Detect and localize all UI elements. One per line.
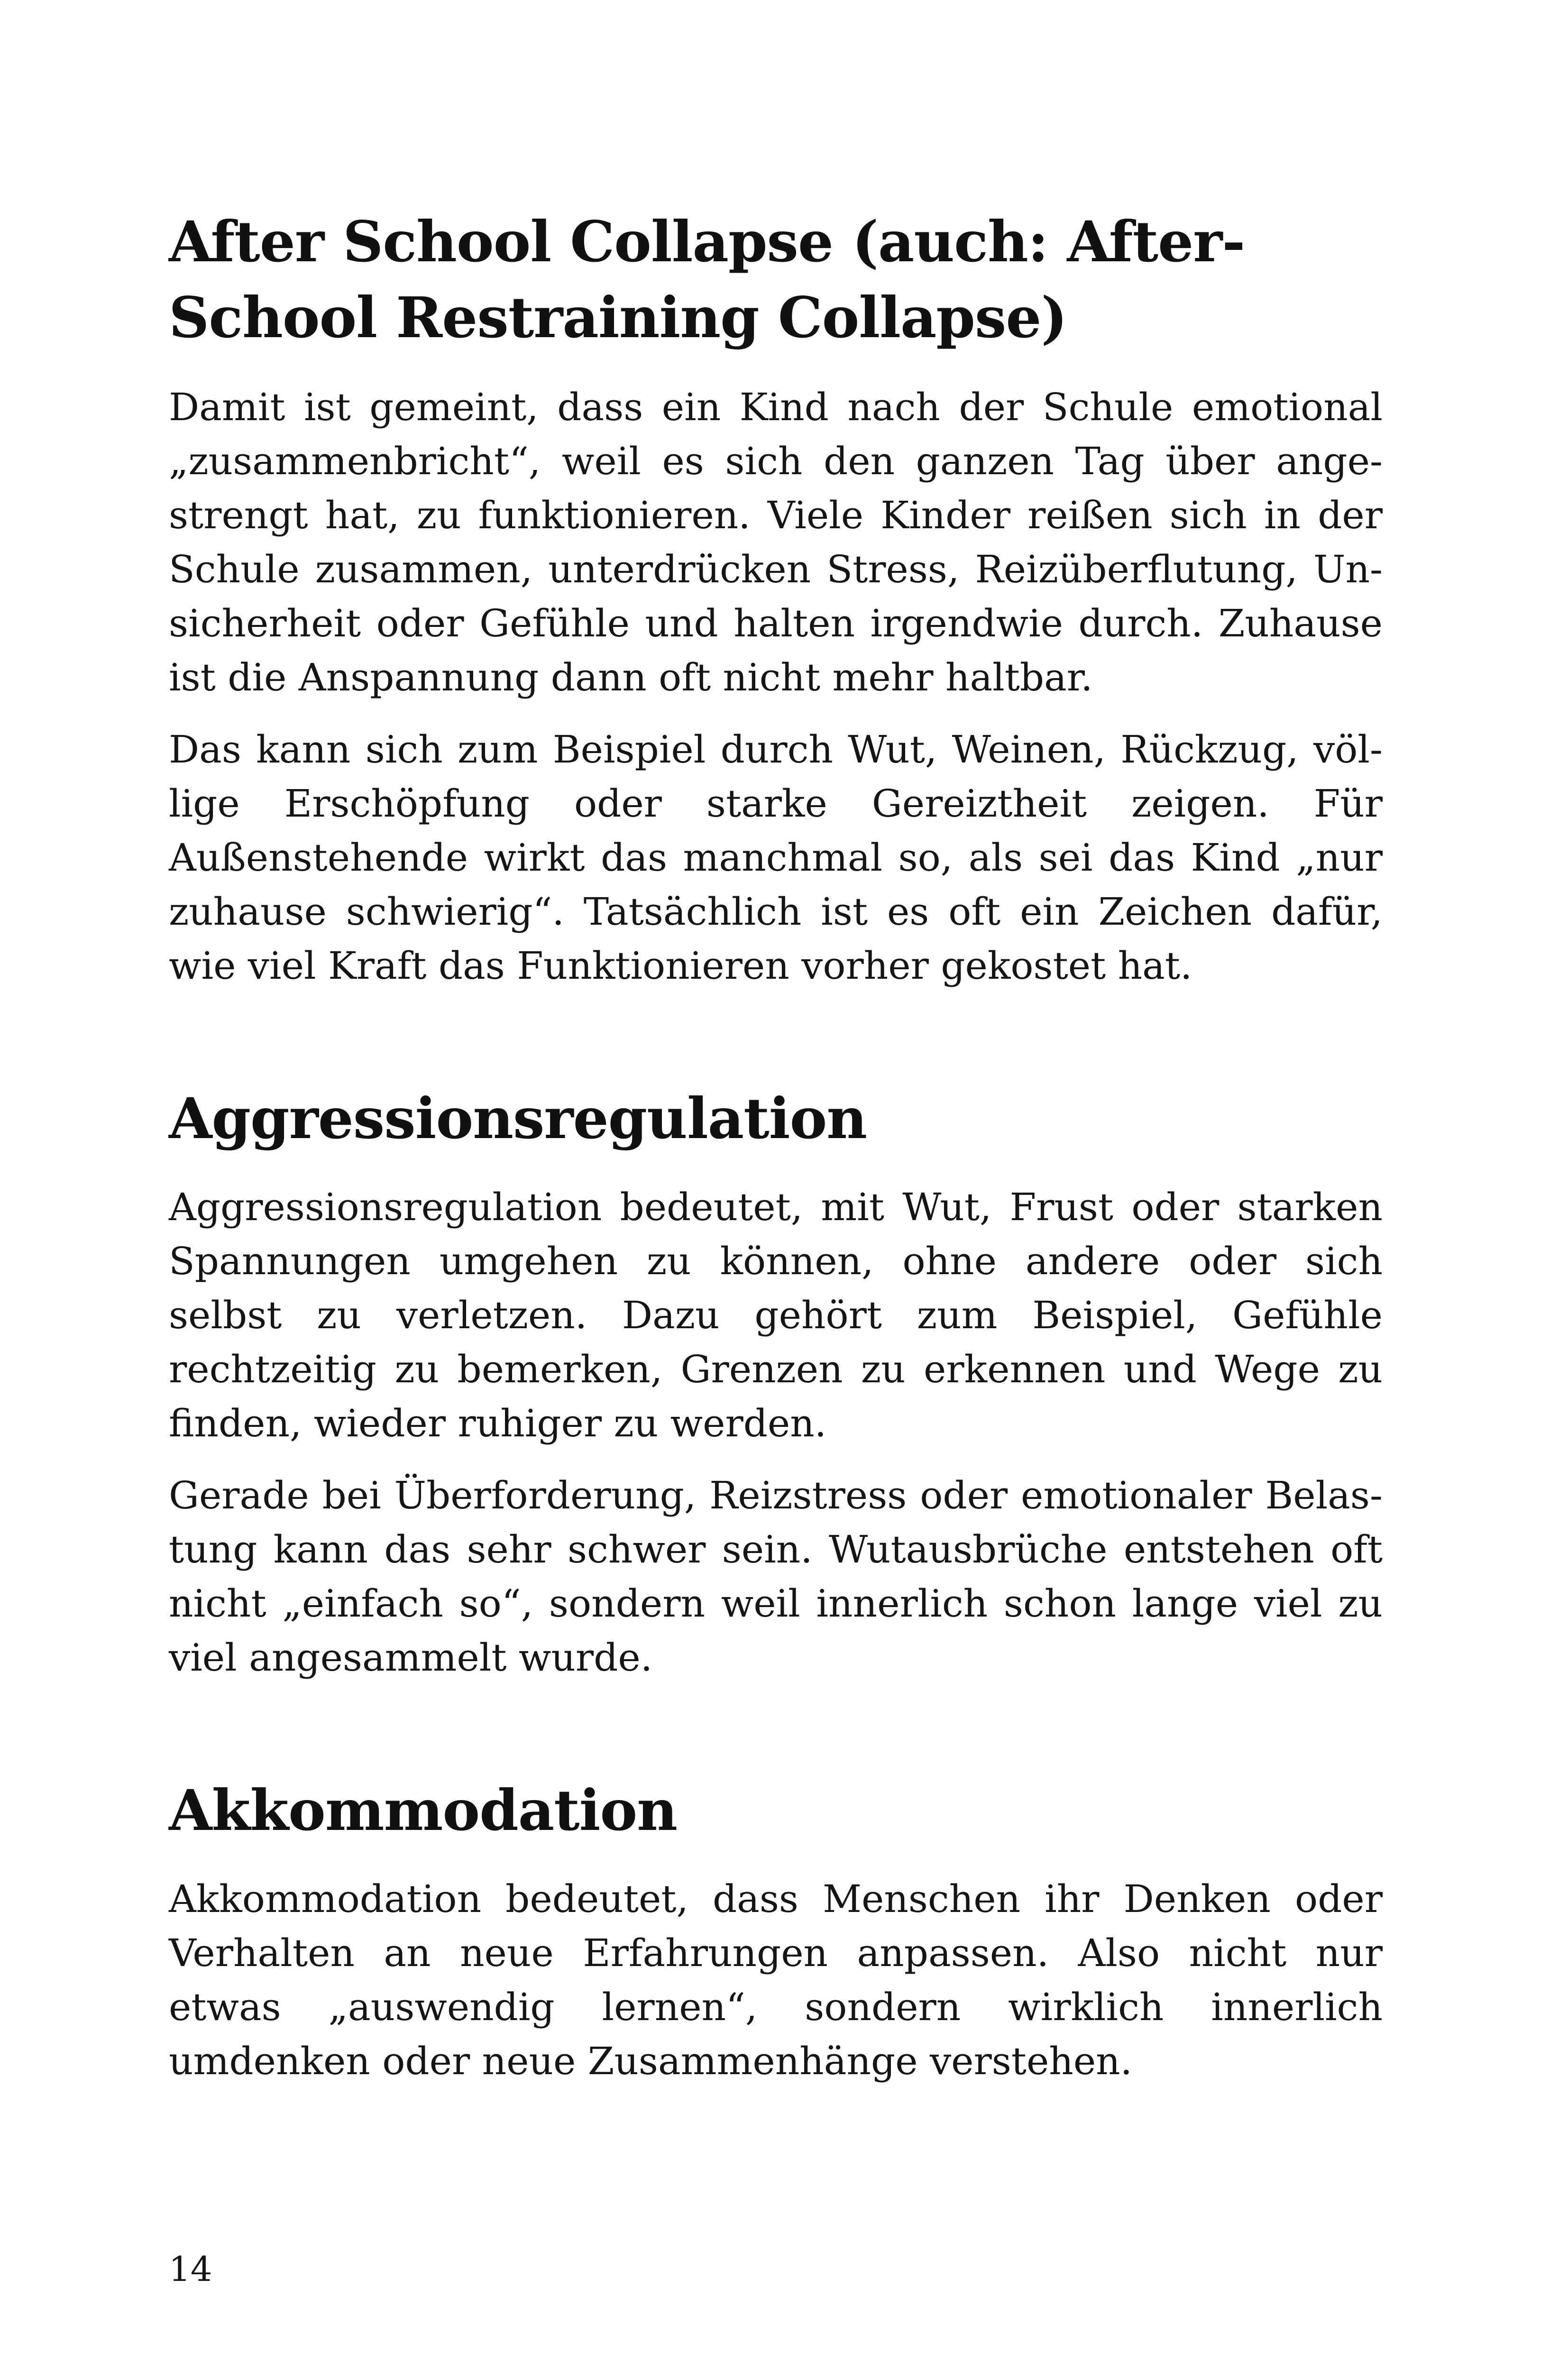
- section-aggressionsregulation: [169, 1081, 1383, 1685]
- section-heading: After School Collapse (auch: After-School Restraining Collapse): [169, 209, 1245, 350]
- section-paragraph: Akkommodation bedeutet, dass Menschen ihr Denken oder Verhalten an neue Erfahrungen anpassen. Also nicht nur etwas „auswendig lernen“, sondern wirklich innerlich umdenken oder neue Zusammenhänge verstehen.: [169, 1877, 1383, 2083]
- section-akkommodation: [169, 1773, 1383, 2088]
- page-content: [169, 204, 1383, 2088]
- section-paragraph: Das kann sich zum Beispiel durch Wut, Weinen, Rückzug, völlige Erschöpfung oder starke Gereiztheit zeigen. Für Außenstehende wirkt das manchmal so, als sei das Kind „nur zuhause schwierig“. Tatsächlich ist es oft ein Zeichen dafür, wie viel Kraft das Funktionieren vorher gekostet hat.: [169, 727, 1383, 988]
- section-heading: Akkommodation: [169, 1777, 677, 1843]
- section-heading: Aggressionsregulation: [169, 1085, 867, 1151]
- section-paragraph: Gerade bei Überforderung, Reizstress oder emotionaler Belastung kann das sehr schwer sein. Wutausbrüche entstehen oft nicht „einfach so“, sondern weil innerlich schon lange viel zu viel angesammelt wurde.: [169, 1473, 1383, 1680]
- section-after-school-collapse: [169, 204, 1383, 993]
- section-paragraph: Aggressionsregulation bedeutet, mit Wut, Frust oder starken Spannungen umgehen zu können, ohne andere oder sich selbst zu verletzen. Dazu gehört zum Beispiel, Gefühle rechtzeitig zu bemerken, Grenzen zu erkennen und Wege zu finden, wieder ruhiger zu werden.: [169, 1185, 1383, 1445]
- page-number: 14: [169, 2249, 212, 2289]
- section-paragraph: Damit ist gemeint, dass ein Kind nach der Schule emotional „zusammenbricht“, weil es sich den ganzen Tag über angestrengt hat, zu funktionieren. Viele Kinder reißen sich in der Schule zusammen, unterdrücken Stress, Reizüberflutung, Unsicherheit oder Gefühle und halten irgendwie durch. Zuhause ist die Anspannung dann oft nicht mehr haltbar.: [169, 385, 1383, 699]
